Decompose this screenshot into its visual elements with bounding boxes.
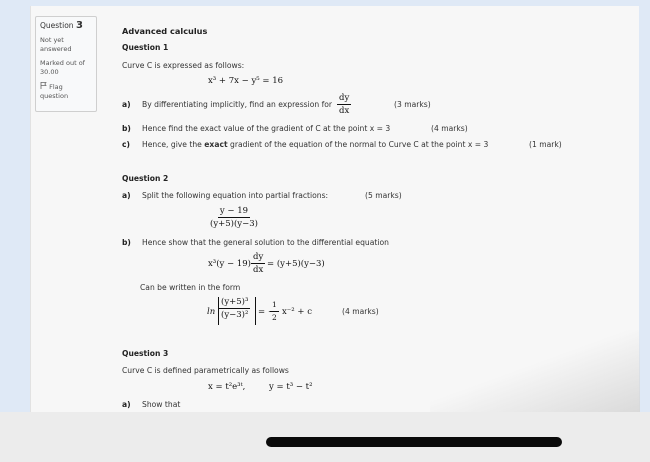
flag-question-button[interactable]: Flag question — [40, 83, 69, 100]
dy-dx-fraction: $\frac{dy}{dx}$ — [339, 93, 350, 116]
q1-part-a-label: a) — [122, 100, 131, 109]
q1-part-b-marks: (4 marks) — [431, 124, 468, 133]
q1-part-b-label: b) — [122, 124, 131, 133]
q3-part-a-text: Show that — [142, 400, 181, 409]
q1-part-b-text: Hence find the exact value of the gradient of C at the point x = 3 — [142, 124, 391, 133]
written-in-form-text: Can be written in the form — [140, 283, 241, 292]
de-derivative-fraction: $\frac{dy}{dx}$ — [253, 252, 264, 275]
question-1-heading: Question 1 — [122, 43, 169, 52]
de-right-side: = (y+5)(y−3) — [267, 259, 325, 269]
screen-shade — [430, 330, 640, 412]
partial-fraction-expression: $\frac{y - 19}{(y+5)(y-3)}$ — [210, 206, 258, 229]
page-title: Advanced calculus — [122, 26, 208, 36]
question-3-intro: Curve C is defined parametrically as follows — [122, 366, 289, 375]
equals-minus: = − — [258, 307, 275, 317]
ln-fraction: $\frac{\text{(y+5)³}}{\text{(y−3)²}}$ — [221, 297, 249, 320]
q1-part-c-marks: (1 mark) — [529, 140, 562, 149]
q2-part-b-text: Hence show that the general solution to the differential equation — [142, 238, 389, 247]
abs-bar-right — [255, 297, 256, 325]
parametric-y: y = t³ − t² — [269, 382, 313, 392]
curve-equation: x³ + 7x − y⁵ = 16 — [208, 76, 284, 86]
solution-right-side: x⁻² + c — [282, 307, 312, 317]
half-fraction: $\frac{1}{2}$ — [272, 300, 277, 322]
question-3-heading: Question 3 — [122, 349, 169, 358]
q2-part-a-text: Split the following equation into partial fractions: — [142, 191, 329, 200]
q1-part-a-marks: (3 marks) — [394, 100, 431, 109]
q1-part-c-label: c) — [122, 140, 130, 149]
marks-info: Marked out of 30.00 — [40, 59, 85, 76]
ln-label: ln — [207, 307, 216, 317]
answer-status: Not yet answered — [40, 36, 72, 53]
question-2-heading: Question 2 — [122, 174, 169, 183]
q3-part-a-label: a) — [122, 400, 131, 409]
parametric-x: x = t²e³ᵗ, — [208, 382, 246, 392]
q2-part-a-marks: (5 marks) — [365, 191, 402, 200]
q2-part-b-marks: (4 marks) — [342, 307, 379, 316]
question-1-intro: Curve C is expressed as follows: — [122, 61, 245, 70]
q1-part-c-text: Hence, give the exact gradient of the equation of the normal to Curve C at the point x = 3 — [142, 140, 489, 149]
question-number: Question 3 — [40, 20, 83, 31]
de-left-side: x³(y − 19) — [208, 259, 251, 269]
q2-part-a-label: a) — [122, 191, 131, 200]
q2-part-b-label: b) — [122, 238, 131, 247]
home-indicator[interactable] — [266, 437, 562, 447]
q1-part-a-text: By differentiating implicitly, find an expression for — [142, 100, 333, 109]
